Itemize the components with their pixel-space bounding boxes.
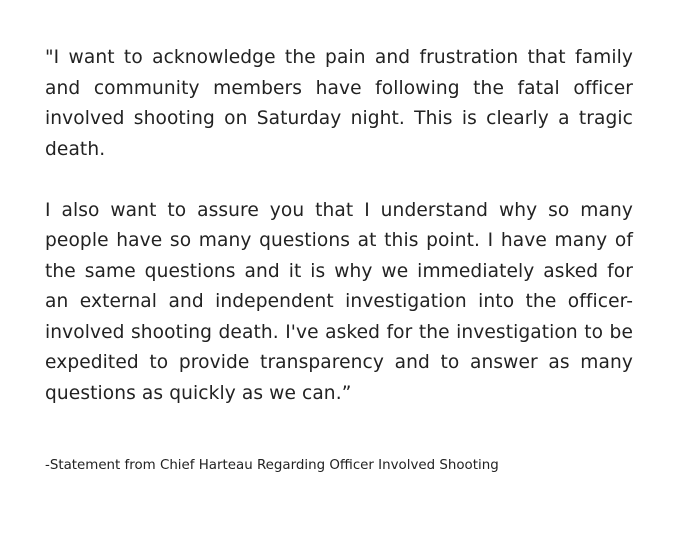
attribution: -Statement from Chief Harteau Regarding Officer Involved Shooting bbox=[45, 458, 499, 473]
quote-block bbox=[45, 43, 633, 409]
quote-paragraph-1: "I want to acknowledge the pain and frustration that family and community members have following the fatal officer involved shooting on Saturday night. This is clearly a tragic death. bbox=[45, 47, 633, 160]
quote-paragraph-2: I also want to assure you that I understand why so many people have so many questions at this point. I have many of the same questions and it is why we immediately asked for an external and independent investigation into the officer-involved shooting death. I've asked for the investigation to be expedited to provide transparency and to answer as many questions as quickly as we can.” bbox=[45, 199, 633, 404]
